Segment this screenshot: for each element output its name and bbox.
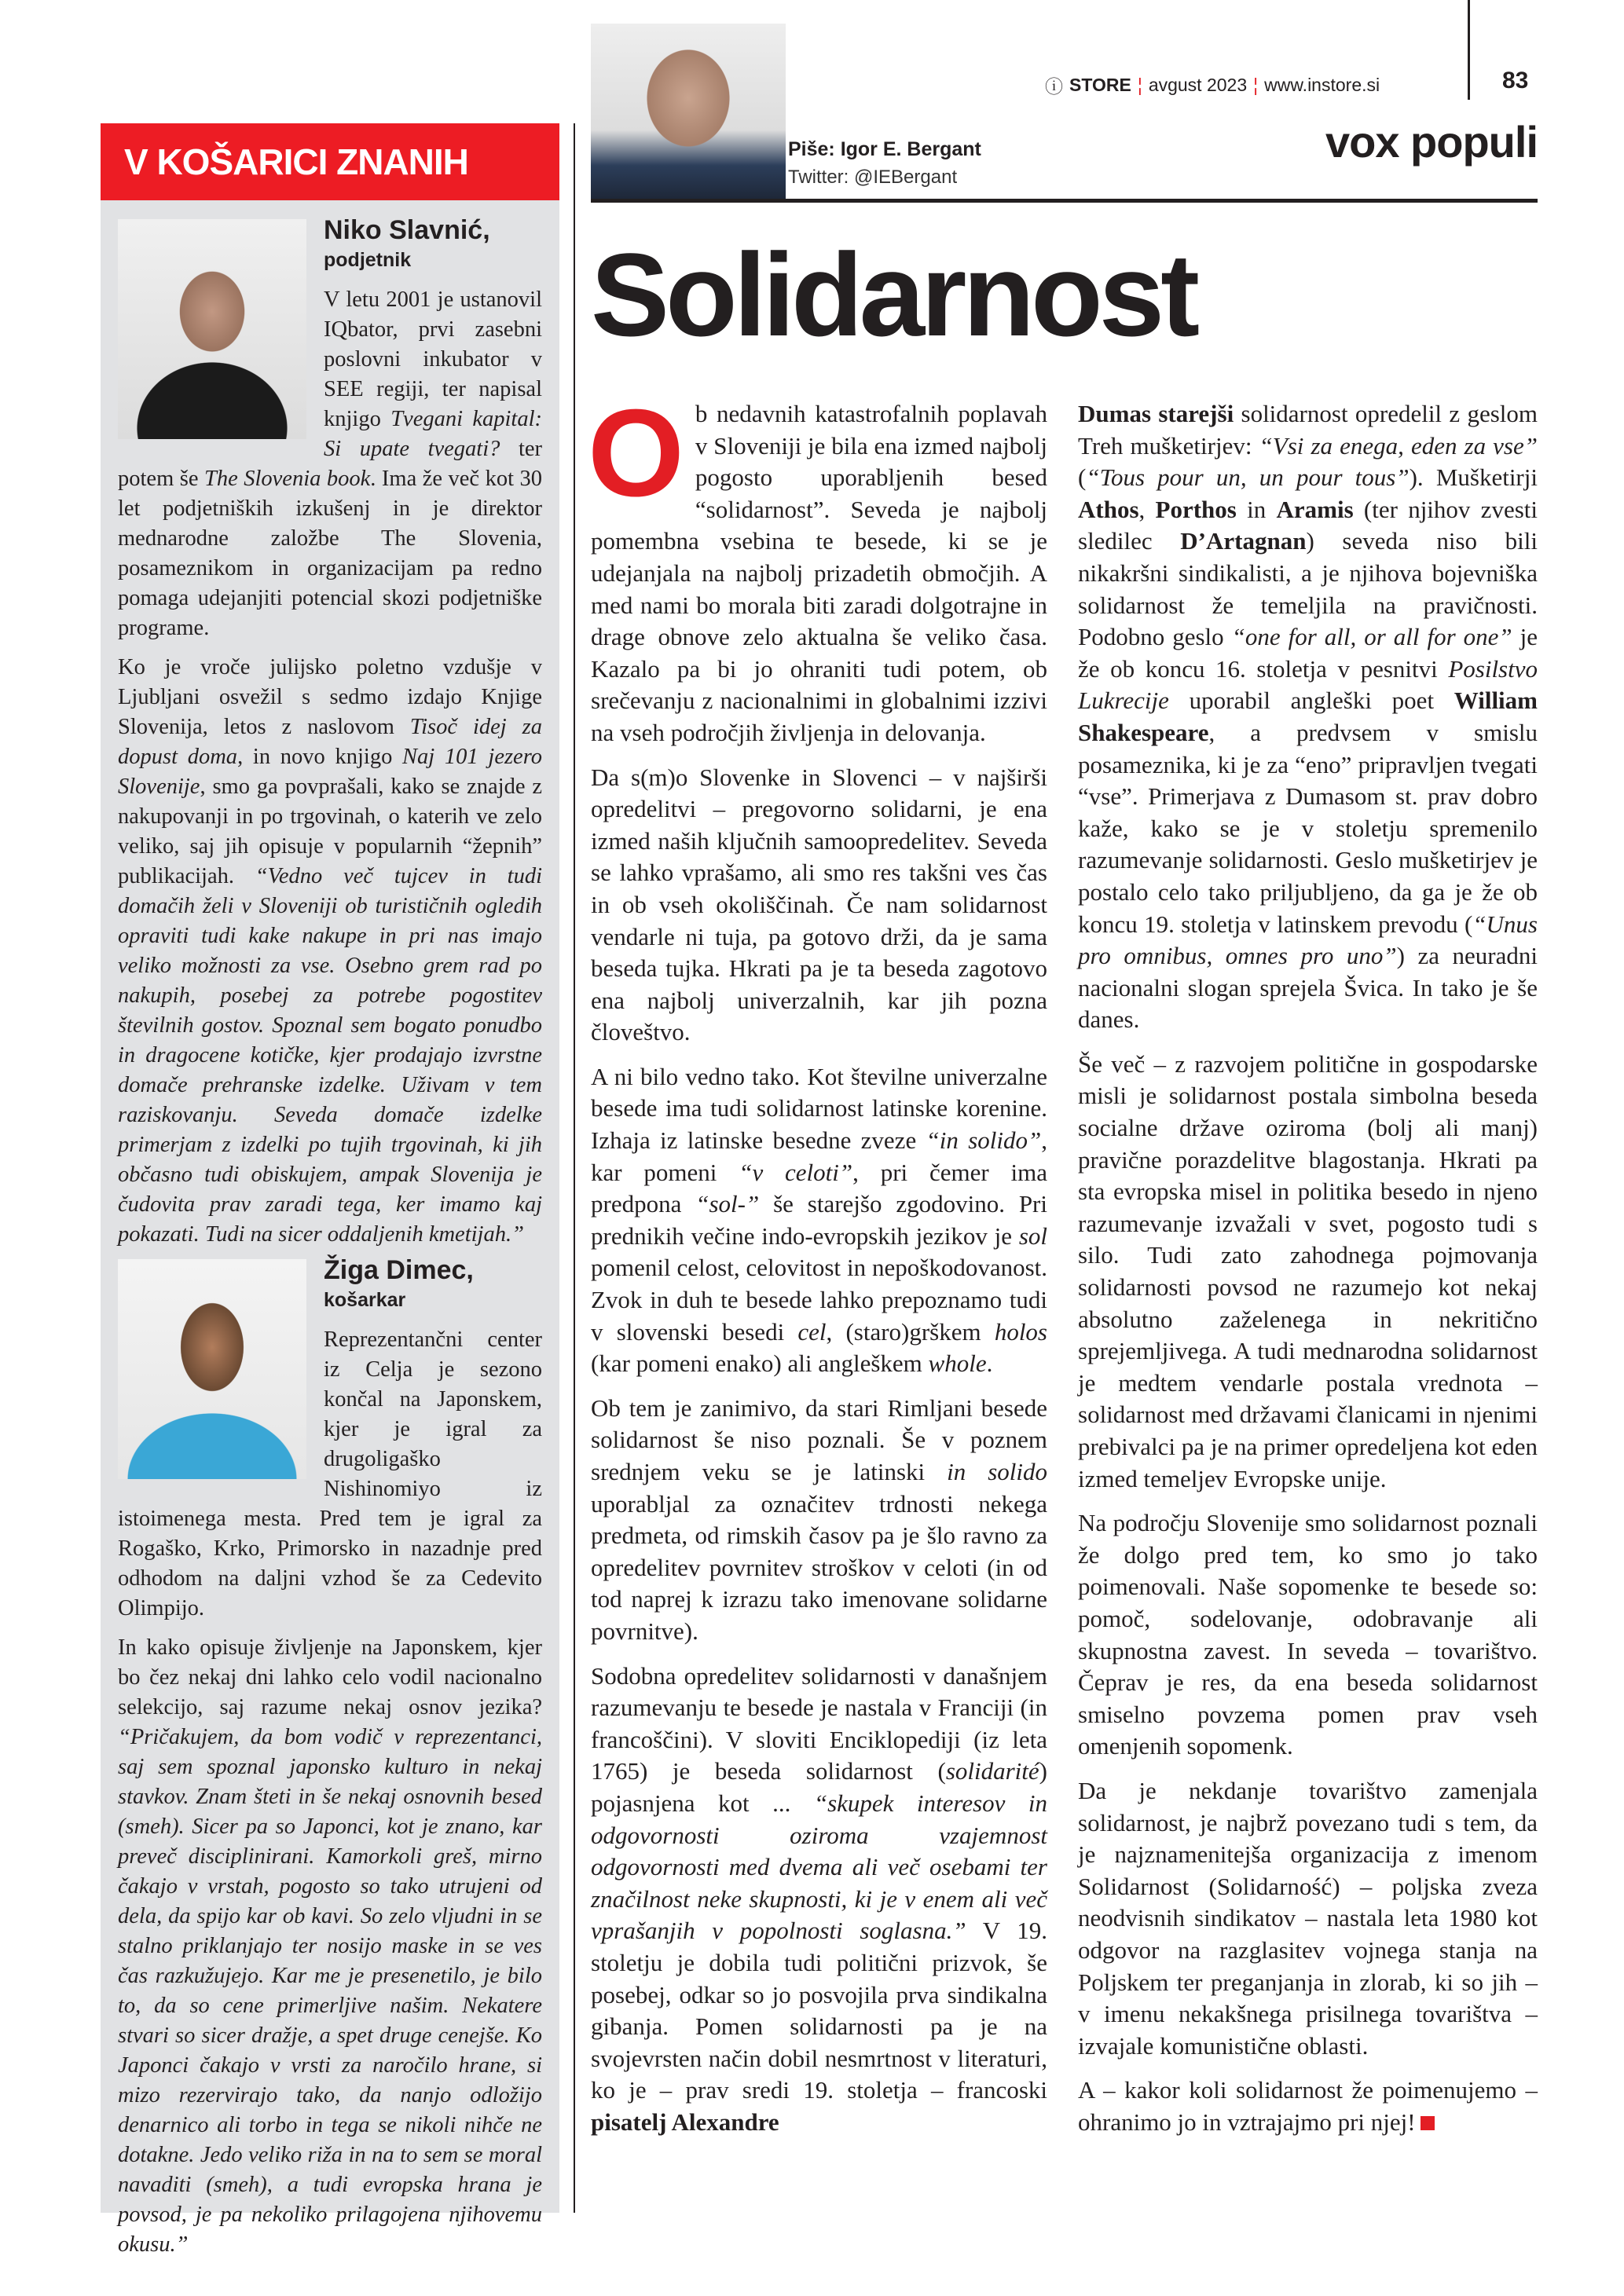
text-run: Da je nekdanje tovarištvo zamenjala solidarnost, je najbrž povezano tudi s tem, da je najznamenitejša organizacija z imenom Solidarnost (Solidarność) – poljska zveza neodvisnih sindikatov – nastala leta 1980 kot odgovor na razglasitev vojnega stanja na Poljskem ter preganjanja in zlorab, ki so jih – v imenu nekakšnega prisilnega tovarištva – izvajale komunistične oblasti.: [1078, 1776, 1538, 2060]
drop-cap: O: [588, 384, 684, 522]
text-run: je že ob koncu 16. stoletja v pesnitvi: [1078, 623, 1538, 683]
italic-text: solidarité: [945, 1757, 1039, 1785]
article-title: Solidarnost: [591, 229, 1197, 361]
page-number: 83: [1502, 68, 1529, 93]
masthead-info: [1045, 72, 1380, 98]
italic-text: “sol-”: [695, 1190, 760, 1218]
person-name: Žiga Dimec,: [324, 1255, 474, 1285]
text-run: , pri čemer ima predpona: [591, 1158, 1047, 1218]
text-run: ). Mušketirji: [1409, 463, 1538, 492]
text-run: A – kakor koli solidarnost že poimenujemo – ohranimo jo in vztrajajmo pri njej!: [1078, 2076, 1538, 2136]
italic-text: “in solido”: [926, 1126, 1042, 1155]
bold-text: D’Artagnan: [1180, 527, 1307, 555]
text-run: in: [1236, 495, 1277, 523]
article-paragraph: [591, 1661, 1047, 2139]
text-run: Da s(m)o Slovenke in Slovenci – v najširši opredelitvi – pregovorno solidarni, je ena izmed naših ključnih samoopredelitev. Seveda se lahko vprašamo, ali smo res takšni ves čas in ob vseh okoliščinah. Če nam solidarnost vendarle ni tuja, pa gotovo drži, da je sama beseda tujka. Hkrati pa je ta beseda zagotovo ena najbolj univerzalnih, kar jih pozna človeštvo.: [591, 763, 1047, 1046]
text-run: solidarnost opredelil z geslom Treh mušketirjev:: [1078, 400, 1538, 460]
author-byline: Piše: Igor E. Bergant: [788, 138, 981, 160]
header-rule: [591, 199, 1538, 203]
text-run: A ni bilo vedno tako. Kot številne univerzalne besede ima tudi solidarnost latinske korenine. Izhaja iz latinske besedne zveze: [591, 1062, 1047, 1155]
article-paragraph: [1078, 2074, 1538, 2138]
text-run: In kako opisuje življenje na Japonskem, kjer bo čez nekaj dni lahko celo vodil nacionalno selekcijo, saj razume nekaj osnov jezika?: [118, 1635, 542, 1719]
text-run: (: [1078, 463, 1087, 492]
sidebar-body: [101, 200, 559, 2269]
person-role: podjetnik: [324, 249, 412, 271]
text-run: V letu 2001 je ustanovil IQbator, prvi zasebni poslovni inkubator v SEE regiji, ter napisal knjigo: [324, 287, 542, 431]
text-run: ,: [1138, 495, 1156, 523]
article-paragraph: [1078, 398, 1538, 1036]
text-run: (ter njihov zvesti sledilec: [1078, 495, 1538, 555]
text-run: uporabil angleški poet: [1168, 687, 1454, 715]
text-run: ) za neuradni nacionalni slogan sprejela Švica. In tako je še danes.: [1078, 942, 1538, 1034]
section-title: vox populi: [1325, 117, 1538, 167]
bold-text: Athos: [1078, 495, 1139, 523]
italic-text: “Unus pro omnibus, omnes pro uno”: [1078, 910, 1538, 970]
bold-text: Dumas starejši: [1078, 400, 1234, 427]
text-run: Sodobna opredelitev solidarnosti v današnjem razumevanju te besede je nastala v Franciji (in francoščini). V sloviti Enciklopediji (iz leta 1765) je beseda solidarnost (: [591, 1661, 1047, 1785]
text-run: .: [986, 1349, 993, 1378]
brand-name: STORE: [1069, 75, 1131, 95]
italic-text: Tisoč idej za dopust doma: [118, 715, 542, 769]
article-column-middle: [588, 384, 1047, 2151]
italic-text: “skupek interesov in odgovornosti oziroma vzajemnost odgovornosti med dvema ali več osebami ter značilnost neke skupnosti, ki je v enem ali več vprašanjih v popolnosti soglasna.”: [591, 1789, 1047, 1945]
italic-text: sol: [1018, 1221, 1047, 1250]
text-run: ) pojasnjena kot ...: [591, 1757, 1047, 1817]
article-paragraph: [1078, 1775, 1538, 2062]
sidebar-heading: V KOŠARICI ZNANIH: [101, 123, 559, 200]
separator: ¦: [1253, 75, 1259, 95]
text-run: ter potem še: [118, 437, 542, 491]
person-photo: [118, 219, 306, 439]
text-run: Ko je vroče julijsko poletno vzdušje v Ljubljani osvežil s sedmo izdajo Knjige Slovenija, letos z naslovom: [118, 655, 542, 739]
store-logo-icon: ⓘ: [1045, 76, 1063, 97]
article-paragraph: [591, 1061, 1047, 1380]
author-twitter[interactable]: Twitter: @IEBergant: [788, 167, 958, 188]
person-role: košarkar: [324, 1289, 406, 1311]
person-name: Niko Slavnić,: [324, 215, 490, 245]
bold-text: William Shakespeare: [1078, 687, 1538, 746]
text-run: uporabljal za označitev trdnosti nekega predmeta, od rimskih časov pa je šlo ravno za opredelitev povrnitev stroškov v celoti (in od tod naprej k izrazu tako imenovane solidarne povrnitve).: [591, 1489, 1047, 1645]
website-url[interactable]: www.instore.si: [1264, 75, 1380, 95]
italic-text: cel: [797, 1317, 827, 1346]
text-run: . Ima že več kot 30 let podjetniških izkušenj in je direktor mednarodne založbe The Slovenia, posameznikom in organizacijam pa redno pomaga udejanjiti potencial skozi podjetniške programe.: [118, 467, 542, 640]
author-photo: [591, 24, 786, 201]
italic-text: “Vedno več tujcev in tudi domačih želi v Sloveniji ob turističnih ogledih opraviti tudi kake nakupe in pri nas imajo veliko možnosti za vse. Osebno grem rad po nakupih, posebej za potrebe pogostitev številnih gostov. Spoznal sem bogato ponudbo in dragocene kotičke, kjer prodajajo izvrstne domače prehranske izdelke. Uživam v tem raziskovanju. Seveda domače izdelke primerjam z izdelki po tujih trgovinah, ki jih občasno tudi obiskujem, ampak Slovenija je čudovita prav zaradi tega, ker imamo kaj pokazati. Tudi na sicer oddaljenih kmetijah.”: [118, 864, 542, 1247]
bold-text: Porthos: [1155, 495, 1237, 523]
bold-text: pisatelj Alexandre: [591, 2107, 779, 2136]
article-paragraph: [1078, 1507, 1538, 1763]
text-run: V 19. stoletju je dobila tudi politični prizvok, še posebej, odkar so jo posvojila prva sindikalna gibanja. Pomen solidarnosti pa je na svojevrsten način dobil nesmrtnost v literaturi, ko je – prav sredi 19. stoletja – francoski: [591, 1917, 1047, 2104]
article-paragraph: [591, 762, 1047, 1049]
italic-text: The Slovenia book: [203, 467, 371, 491]
italic-text: “v celoti”: [739, 1158, 853, 1186]
text-run: , in novo knjigo: [237, 745, 403, 769]
italic-text: whole: [928, 1349, 987, 1378]
italic-text: Tvegani kapital: Si upate tvegati?: [324, 407, 542, 461]
sidebar-paragraph: [118, 653, 542, 1250]
text-run: , (staro)grškem: [826, 1317, 995, 1346]
italic-text: “Vsi za enega, eden za vse”: [1259, 431, 1538, 460]
article-paragraph: [588, 384, 1047, 749]
text-run: Na področju Slovenije smo solidarnost poznali že dolgo pred tem, ko smo jo tako poimenovali. Naše sopomenke te besede so: pomoč, sodelovanje, odobravanje ali skupnostna zavest. In seveda – tovarištvo. Čeprav je res, da ena beseda solidarnost smiselno povzema pomen prav vseh omenjenih sopomenk.: [1078, 1509, 1538, 1760]
article-paragraph: [591, 1393, 1047, 1648]
issue-date: avgust 2023: [1148, 75, 1248, 95]
sidebar-paragraph: [118, 1633, 542, 2260]
separator: ¦: [1137, 75, 1142, 95]
article-paragraph: [1078, 1049, 1538, 1495]
text-run: (kar pomeni enako) ali angleškem: [591, 1349, 929, 1378]
italic-text: Naj 101 jezero Slovenije: [118, 745, 542, 799]
text-run: pomenil celost, celovitost in nepoškodovanost. Zvok in duh te besede lahko prepoznamo tudi v slovenski besedi: [591, 1254, 1047, 1346]
italic-text: “Pričakujem, da bom vodič v reprezentanci, saj sem spoznal japonsko kulturo in nekaj stavkov. Znam šteti in še nekaj osnovnih besed (smeh). Sicer pa so Japonci, kot je znano, kar preveč disciplinirani. Kamorkoli greš, mirno čakajo v vrstah, pogosto so tako utrujeni od dela, da spijo kar ob kavi. So zelo vljudni in se stalno priklanjajo ter nosijo maske in se ves čas razkužujejo. Kar me je presenetilo, je bilo to, da so cene primerljive našim. Nekatere stvari so sicer dražje, a spet druge cenejše. Ko Japonci čakajo v vrsti za naročilo hrane, si mizo rezervirajo tako, da nanjo odložijo denarnico ali torbo in tega se nikoli nihče ne dotakne. Jedo veliko riža in na to sem se moral navaditi (smeh), a tudi evropska hrana je povsod, je pa nekoliko prilagojena njihovemu okusu.”: [118, 1725, 542, 2257]
text-run: ) seveda niso bili nikakršni sindikalisti, a je njihova bojevniška solidarnost že temeljila na pravičnosti. Podobno geslo: [1078, 527, 1538, 651]
bold-text: Aramis: [1276, 495, 1354, 523]
italic-text: holos: [994, 1317, 1047, 1346]
article-column-right: [1078, 398, 1538, 2151]
text-run: b nedavnih katastrofalnih poplavah v Sloveniji je bila ena izmed najbolj pogosto uporabljenih besed “solidarnost”. Seveda je najbolj pomembna vsebina te besede, ki se je udejanjala na najbolj prizadetih območjih. A med nami bo morala biti zaradi dolgotrajne in drage obnove zelo aktualna še veliko časa. Kazalo pa bi jo ohraniti tudi potem, ob srečevanju z nacionalnimi in globalnimi izzivi na vseh področjih življenja in delovanja.: [591, 400, 1047, 746]
header-divider: [1468, 0, 1470, 100]
text-run: , kar pomeni: [591, 1126, 1047, 1186]
text-run: Ob tem je zanimivo, da stari Rimljani besede solidarnost še niso poznali. Še v poznem srednjem veku se je latinski: [591, 1393, 1047, 1485]
italic-text: in solido: [947, 1458, 1047, 1485]
text-run: Še več – z razvojem politične in gospodarske misli je solidarnost postala simbolna beseda socialne države oziroma (bolj ali manj) pravične porazdelitve blagostanja. Hkrati pa sta evropska misel in politika besedo in njeno razumevanje izvažali v svet, pogosto tudi s silo. Tudi zato zahodnega pojmovanja solidarnosti povsod ne razumejo kot nekaj absolutno zaželenega in nekritično sprejemljivega. A tudi mednarodna solidarnost je medtem vendarle postala vrednota – solidarnost med državami članicami in njenimi prebivalci pa je na primer opredeljena kot eden izmed temeljev Evropske unije.: [1078, 1049, 1538, 1492]
italic-text: “one for all, or all for one”: [1231, 623, 1512, 651]
text-run: Reprezentančni center iz Celja je sezono končal na Japonskem, kjer je igral za drugoligaško Nishinomiyo iz istoimenega mesta. Pred tem je igral za Rogaško, Krko, Primorsko in nazadnje pred odhodom na daljni vzhod še za Cedevito Olimpijo.: [118, 1327, 542, 1620]
end-square-icon: [1421, 2116, 1435, 2130]
italic-text: “Tous pour un, un pour tous”: [1086, 463, 1410, 492]
italic-text: Posilstvo Lukrecije: [1078, 654, 1538, 715]
text-run: , a predvsem v smislu posameznika, ki je za “eno” pripravljen tvegati “vse”. Primerjava z Dumasom st. prav dobro kaže, kako se je v stoletju spremenilo razumevanje solidarnosti. Geslo mušketirjev je postalo celo tako priljubljeno, da ga je že ob koncu 19. stoletja v latinskem prevodu (: [1078, 718, 1538, 938]
text-run: , smo ga povprašali, kako se znajde z nakupovanji in po trgovinah, o katerih ve zelo veliko, saj jih opisuje v popularnih “žepnih” publikacijah.: [118, 774, 542, 888]
sidebar-box: [101, 123, 559, 2257]
person-photo: [118, 1259, 306, 1479]
sidebar-divider: [574, 123, 575, 2213]
text-run: še starejšo zgodovino. Pri prednikih večine indo-evropskih jezikov je: [591, 1190, 1047, 1250]
